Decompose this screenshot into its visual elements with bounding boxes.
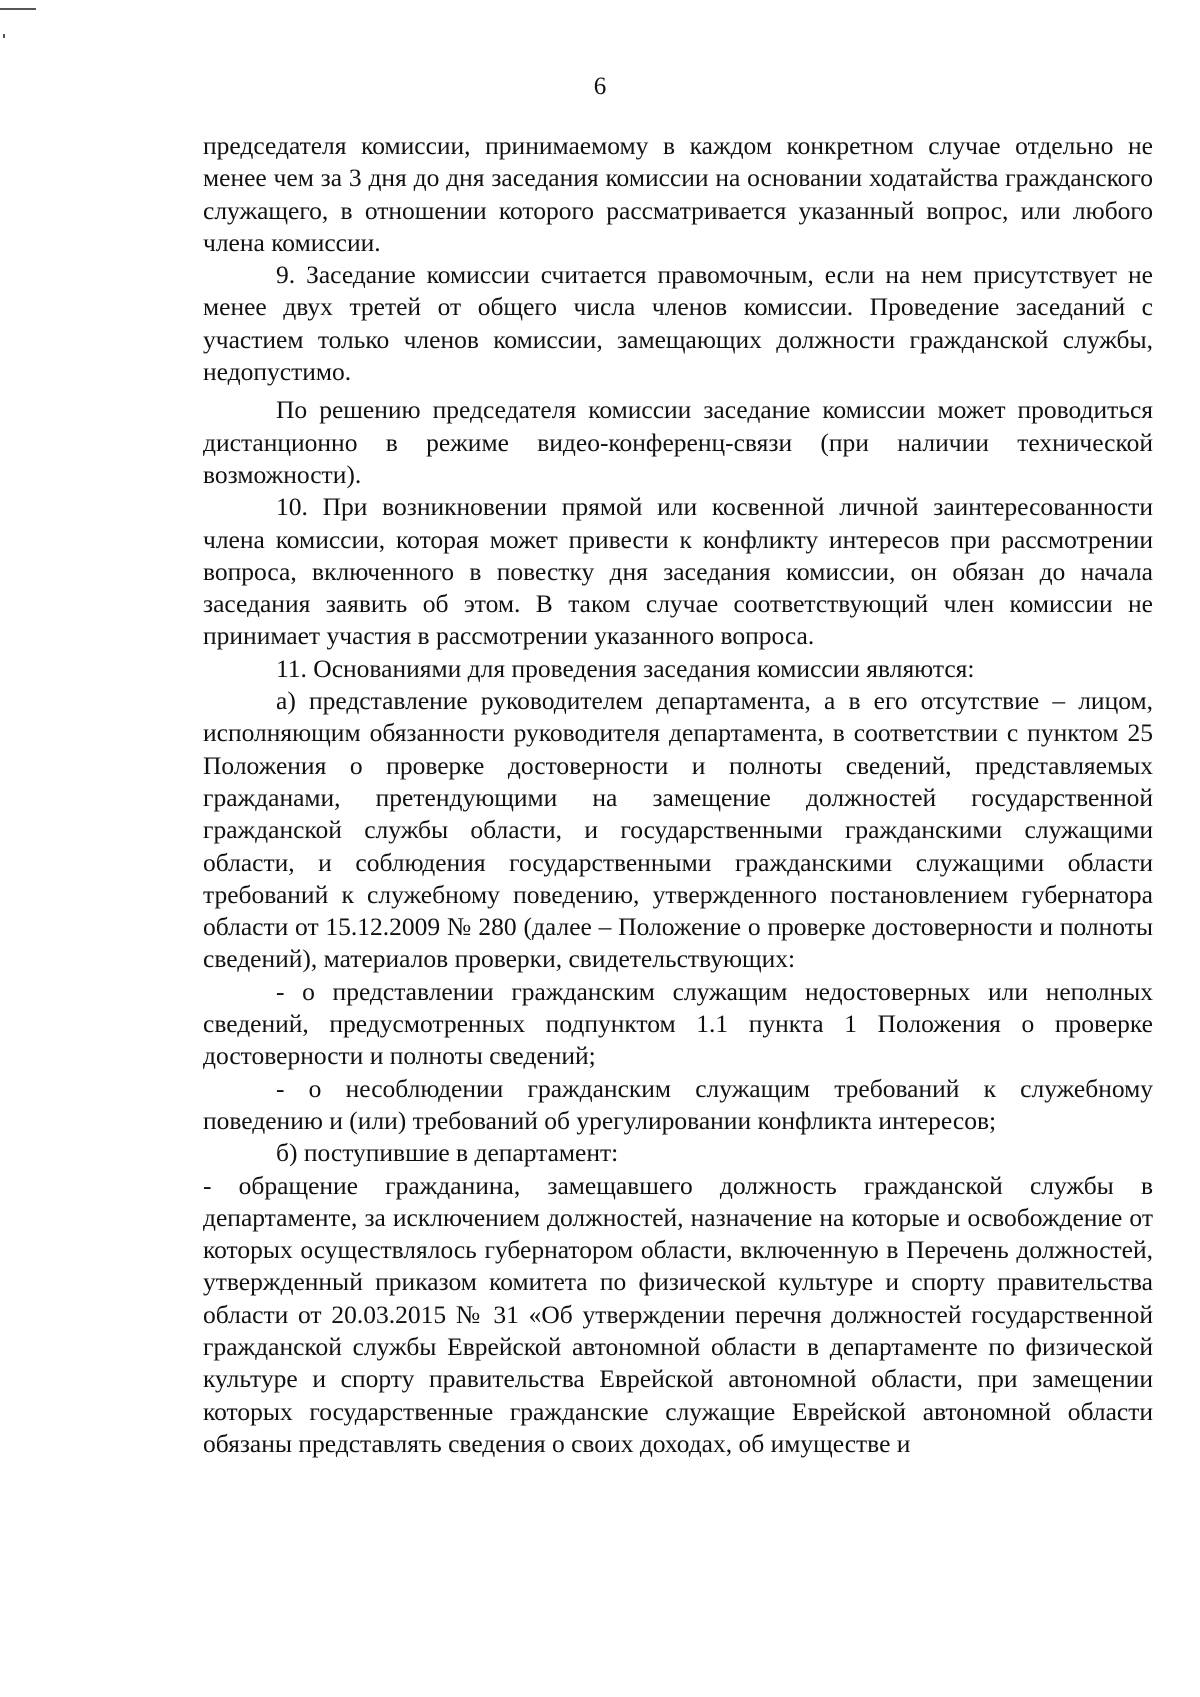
paragraph-item-11-a: а) представление руководителем департамента, а в его отсутствие – лицом, исполняющим обязанности руководителя департамента, в соответствии с пунктом 25 Положения о проверке достоверности и полноты сведений, представляемых гражданами, претендующими на замещение должностей государственной гражданской службы области, и государственными гражданскими служащими области, и соблюдения государственными гражданскими служащими области требований к служебному поведению, утвержденного постановлением губернатора области от 15.12.2009 № 280 (далее – Положение о проверке достоверности и полноты сведений), материалов проверки, свидетельствующих: [203,686,1153,974]
page-number: 6 [593,73,607,100]
paragraph-item-9-remote-meeting: По решению председателя комиссии заседание комиссии может проводиться дистанционно в режиме видео-конференц-связи (при наличии технической возможности). [203,395,1153,489]
paragraph-item-11-b: б) поступившие в департамент: [276,1138,619,1168]
paragraph-item-11-b-bullet-1: - обращение гражданина, замещавшего должность гражданской службы в департаменте, за исключением должностей, назначение на которые и освобождение от которых осуществлялось губернатором области, включенную в Перечень должностей, утвержденный приказом комитета по физической культуре и спорту правительства области от 20.03.2015 № 31 «Об утверждении перечня должностей государственной гражданской службы Еврейской автономной области в департаменте по физической культуре и спорту правительства Еврейской автономной области, при замещении которых государственные гражданские служащие Еврейской автономной области обязаны представлять сведения о своих доходах, об имуществе и [203,1170,1153,1458]
paragraph-continuation: председателя комиссии, принимаемому в каждом конкретном случае отдельно не менее чем за 3 дня до дня заседания комиссии на основании ходатайства гражданского служащего, в отношении которого рассматривается указанный вопрос, или любого члена комиссии. [203,131,1153,257]
paragraph-item-11: 11. Основаниями для проведения заседания комиссии являются: [276,653,975,683]
paragraph-item-9: 9. Заседание комиссии считается правомочным, если на нем присутствует не менее двух третей от общего числа членов комиссии. Проведение заседаний с участием только членов комиссии, замещающих должности гражданской службы, недопустимо. [203,260,1153,387]
paragraph-item-11-a-bullet-2: - о несоблюдении гражданским служащим требований к служебному поведению и (или) требований об урегулировании конфликта интересов; [203,1073,1153,1135]
paragraph-item-10: 10. При возникновении прямой или косвенной личной заинтересованности члена комиссии, которая может привести к конфликту интересов при рассмотрении вопроса, включенного в повестку дня заседания комиссии, он обязан до начала заседания заявить об этом. В таком случае соответствующий член комиссии не принимает участия в рассмотрении указанного вопроса. [203,492,1153,651]
document-body [203,130,1153,1460]
paragraph-item-11-a-bullet-1: - о представлении гражданским служащим недостоверных или неполных сведений, предусмотренных подпунктом 1.1 пункта 1 Положения о проверке достоверности и полноты сведений; [203,976,1153,1071]
scan-artifact-edge-dot [3,34,5,38]
scan-artifact-top-left [0,8,36,10]
